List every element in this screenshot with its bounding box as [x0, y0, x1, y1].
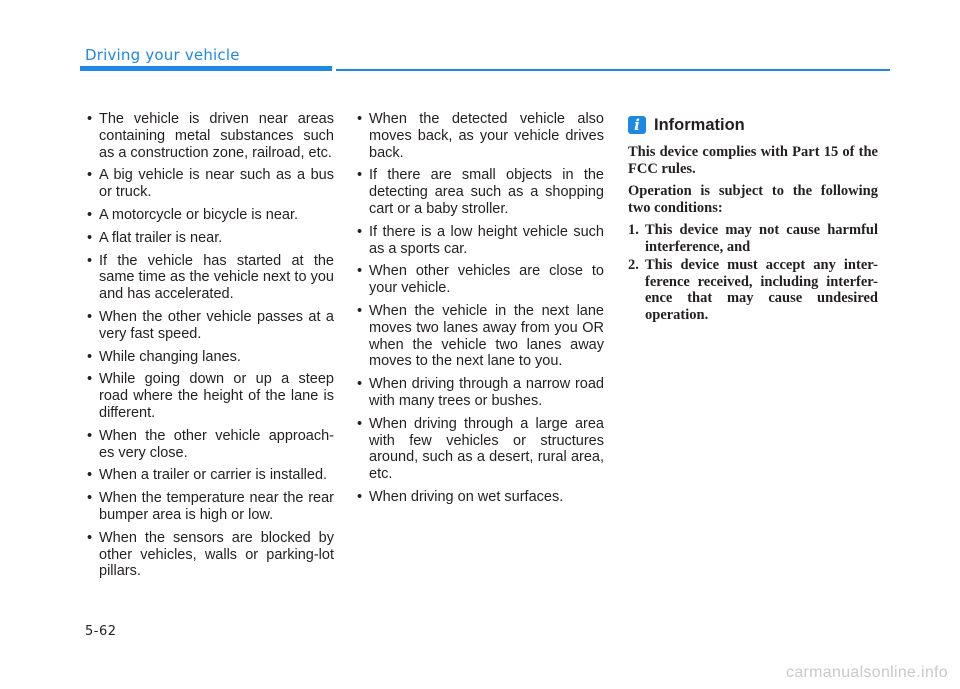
list-item: • The vehicle is driven near areas containing metal substances such as a construction zone, railroad, etc. [85, 111, 334, 161]
information-header [628, 116, 878, 134]
condition-list [628, 222, 878, 323]
list-item: • When the other vehicle approach- es very close. [85, 428, 334, 462]
list-item: • If there is a low height vehicle such as a sports car. [355, 224, 604, 258]
condition-item [628, 257, 878, 323]
header-rule-thin [336, 69, 890, 71]
condition-text: This device may not cause harmful interference, and [645, 222, 878, 255]
list-item: • While going down or up a steep road where the height of the lane is different. [85, 371, 334, 421]
condition-number: 1. [628, 222, 639, 238]
header-rule-thick [80, 66, 332, 71]
page-number: 5-62 [85, 624, 117, 639]
list-item: • When driving through a large area with few vehicles or structures around, such as a desert, rural area, etc. [355, 416, 604, 483]
information-icon: i [628, 116, 646, 134]
information-paragraph: Operation is subject to the following two conditions: [628, 183, 878, 216]
information-box [628, 116, 878, 325]
list-item: • If the vehicle has started at the same time as the vehicle next to you and has accelerated. [85, 253, 334, 303]
list-item: • When the other vehicle passes at a very fast speed. [85, 309, 334, 343]
list-item: • When the detected vehicle also moves back, as your vehicle drives back. [355, 111, 604, 161]
list-item: • A motorcycle or bicycle is near. [85, 207, 334, 224]
left-bullet-list [85, 111, 334, 586]
list-item: • When the vehicle in the next lane moves two lanes away from you OR when the vehicle two lanes away moves to the next lane to you. [355, 303, 604, 370]
list-item: • A big vehicle is near such as a bus or truck. [85, 167, 334, 201]
middle-bullet-list [355, 111, 604, 512]
section-header-title: Driving your vehicle [85, 46, 240, 64]
list-item: • When the sensors are blocked by other vehicles, walls or parking-lot pillars. [85, 530, 334, 580]
list-item: • A flat trailer is near. [85, 230, 334, 247]
information-paragraph: This device complies with Part 15 of the FCC rules. [628, 144, 878, 177]
list-item: • When driving on wet surfaces. [355, 489, 604, 506]
list-item: • When other vehicles are close to your vehicle. [355, 263, 604, 297]
list-item: • While changing lanes. [85, 349, 334, 366]
list-item: • When driving through a narrow road with many trees or bushes. [355, 376, 604, 410]
condition-item [628, 222, 878, 255]
watermark: carmanualsonline.info [786, 664, 948, 681]
list-item: • When the temperature near the rear bumper area is high or low. [85, 490, 334, 524]
information-title: Information [654, 115, 745, 134]
condition-number: 2. [628, 257, 639, 273]
list-item: • When a trailer or carrier is installed. [85, 467, 334, 484]
list-item: • If there are small objects in the detecting area such as a shopping cart or a baby stroller. [355, 167, 604, 217]
condition-text: This device must accept any inter- ference received, including interfer- ence that may cause undesired operation. [645, 257, 878, 323]
